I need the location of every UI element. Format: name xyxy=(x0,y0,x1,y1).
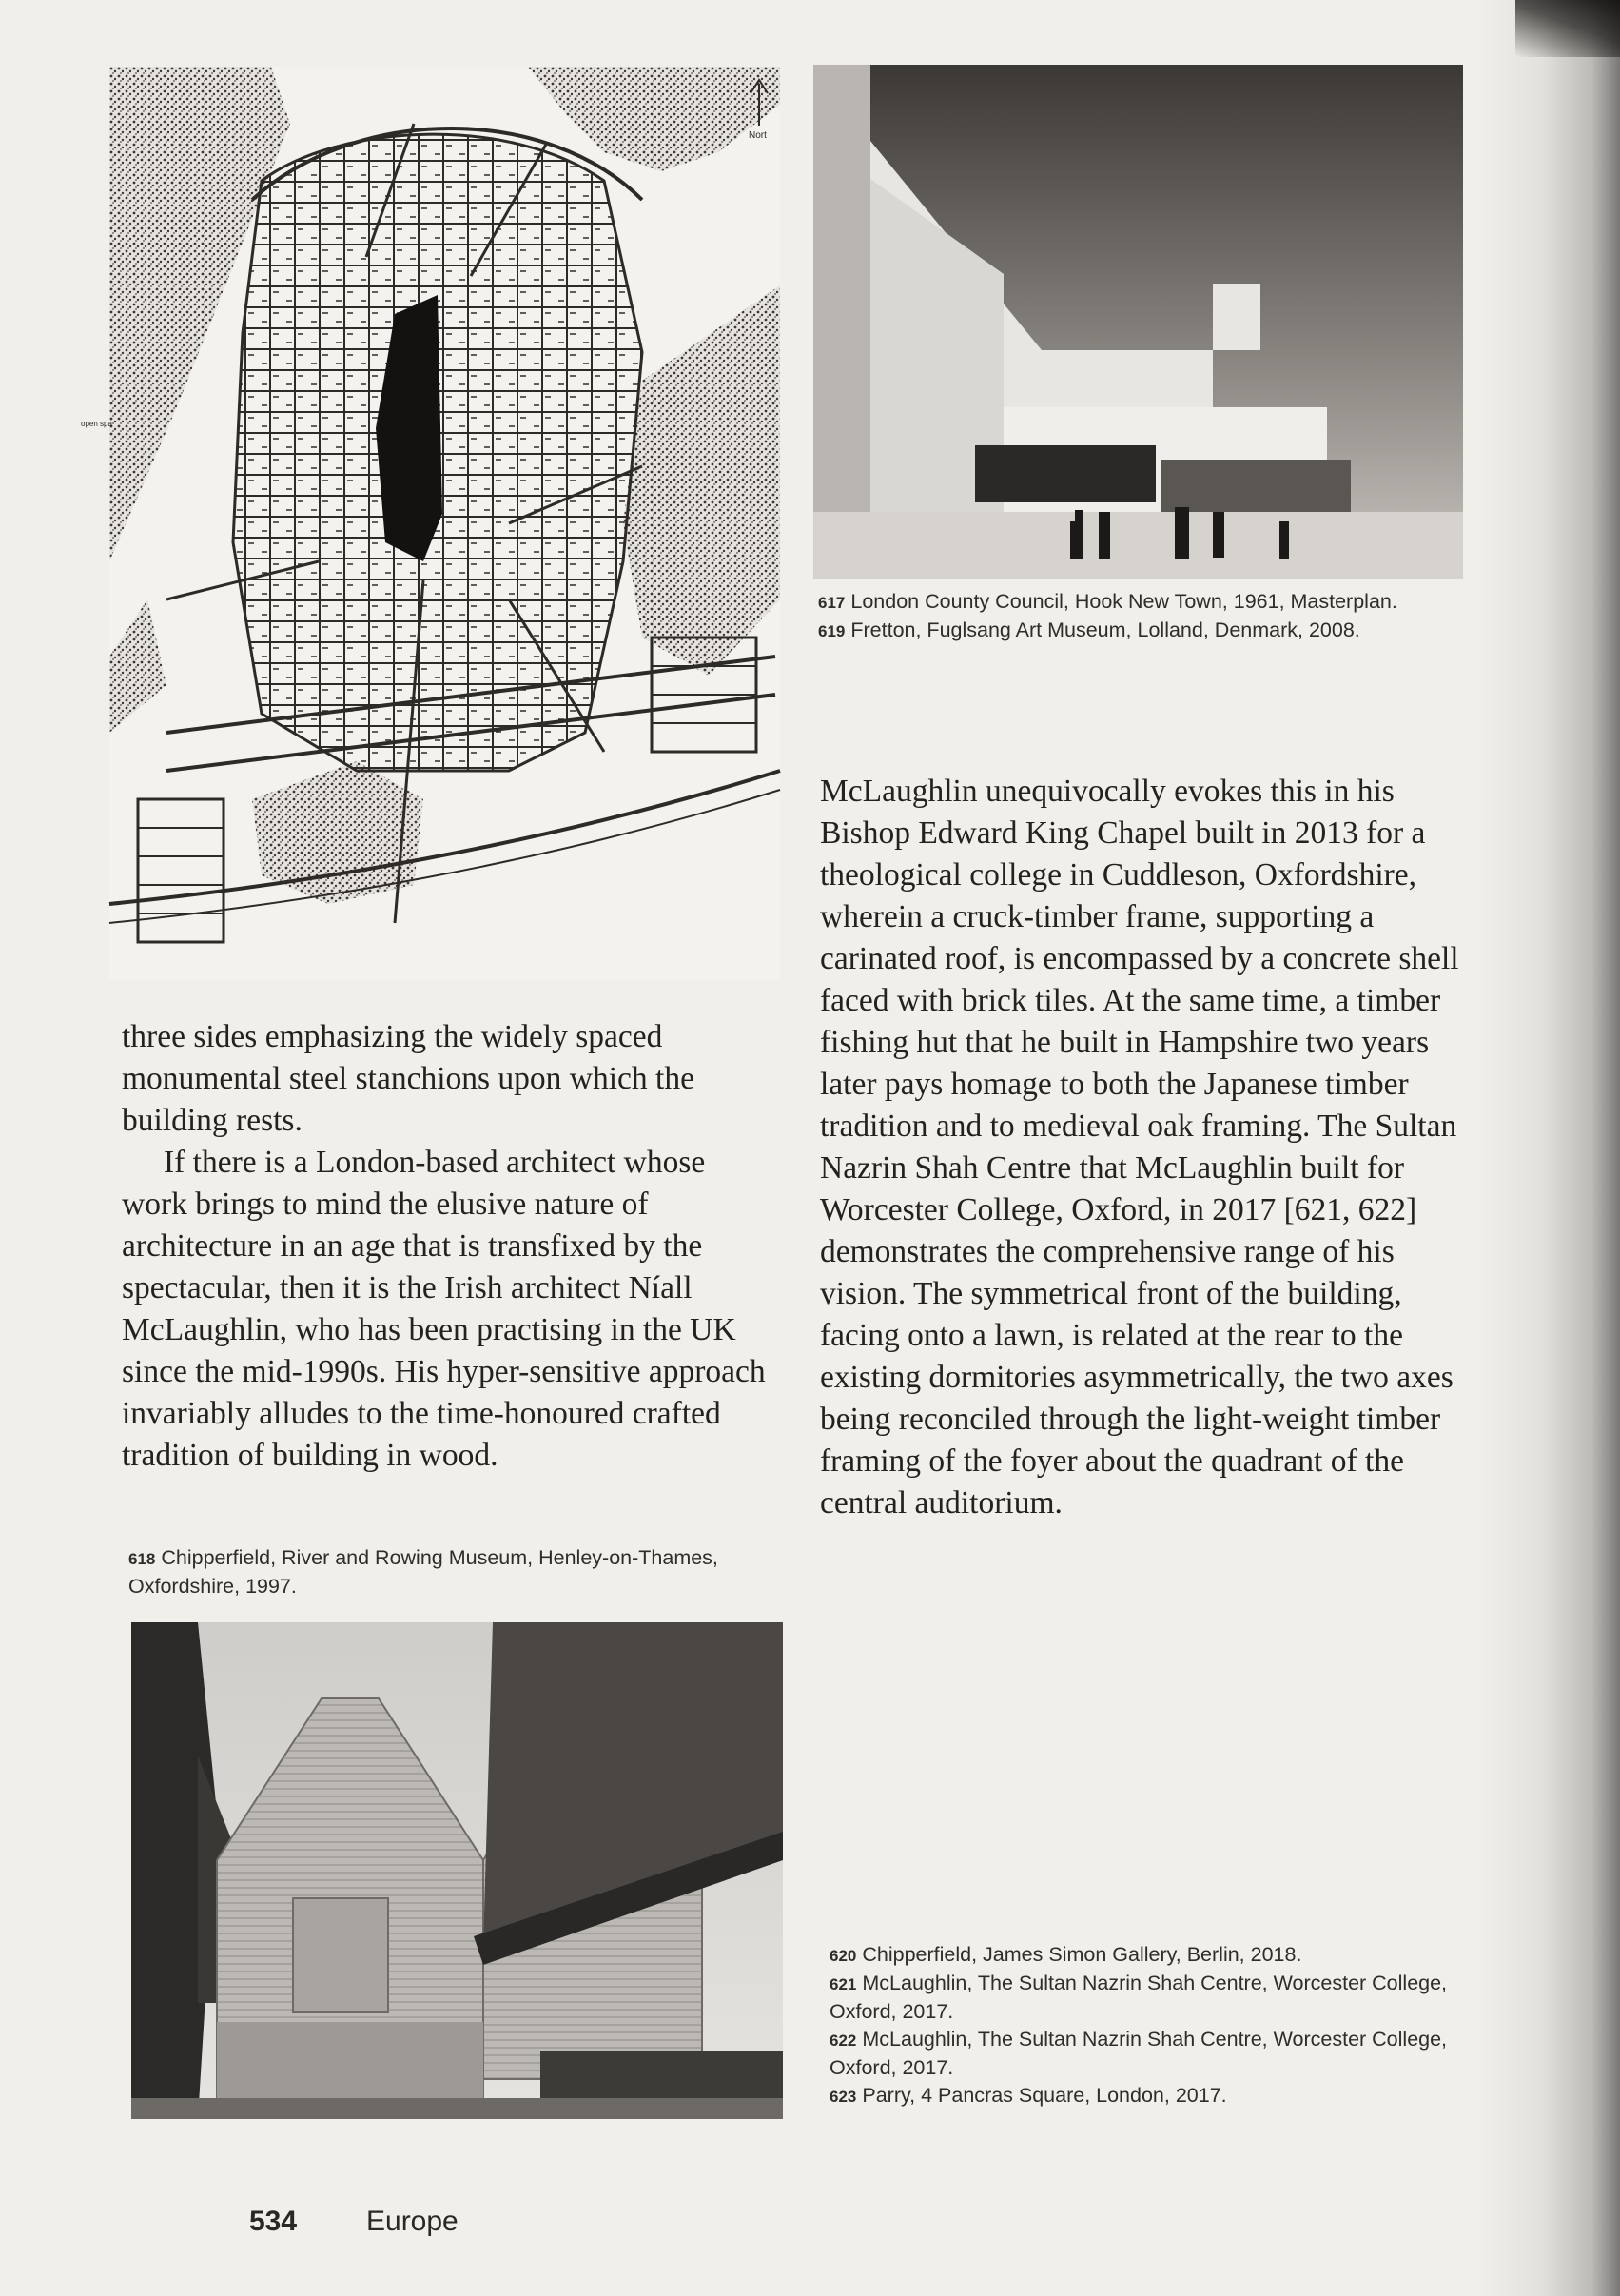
page-number: 534 xyxy=(249,2206,298,2237)
left-paragraph-2: If there is a London-based architect whose work brings to mind the elusive nature of architecture in an age that is transfixed by the spectacular, then it is the Irish architect Níall McLaughlin, who has been practising in the UK since the mid-1990s. His hyper-sensitive approach invariably alludes to the time-honoured crafted tradition of building in wood. xyxy=(122,1145,766,1473)
caption-text: London County Council, Hook New Town, 1961, Masterplan. xyxy=(850,590,1397,613)
caption-number: 622 xyxy=(830,2031,857,2050)
right-paragraph: McLaughlin unequivocally evokes this in his Bishop Edward King Chapel built in 2013 for a theological college in Cuddleson, Oxfordshire, wherein a cruck-timber frame, supporting a carinated roof, is encompassed by a concrete shell faced with brick tiles. At the same time, a timber fishing hut that he built in Hampshire two years later pays homage to both the Japanese timber tradition and to medieval oak framing. The Sultan Nazrin Shah Centre that McLaughlin built for Worcester College, Oxford, in 2017 [621, 622] demonstrates the comprehensive range of his vision. The symmetrical front of the building, facing onto a lawn, is related at the rear to the existing dormitories asymmetrically, the two axes being reconciled through the light-weight timber framing of the foyer about the quadrant of the central auditorium. xyxy=(820,774,1459,1521)
caption-text: McLaughlin, The Sultan Nazrin Shah Centre, Worcester College, Oxford, 2017. xyxy=(830,1972,1448,2023)
caption-number: 619 xyxy=(818,622,846,640)
open-space-label: open spa xyxy=(81,420,112,428)
caption-number: 620 xyxy=(830,1947,857,1965)
caption-number: 617 xyxy=(818,594,846,612)
gallery-photo-drawing xyxy=(131,1622,783,2119)
museum-photo-drawing xyxy=(813,65,1463,579)
caption-item xyxy=(830,2082,1457,2110)
caption-item xyxy=(830,2026,1457,2082)
caption-number: 618 xyxy=(128,1550,156,1568)
section-title: Europe xyxy=(366,2206,459,2237)
caption-item xyxy=(830,1970,1457,2026)
caption-number: 623 xyxy=(830,2088,857,2106)
north-label: Nort xyxy=(749,130,767,141)
caption-text: Fretton, Fuglsang Art Museum, Lolland, Denmark, 2008. xyxy=(850,618,1360,641)
page-corner-shadow xyxy=(1515,0,1620,57)
caption-item xyxy=(818,617,1446,645)
caption-item xyxy=(830,1941,1457,1970)
page-curl-shadow xyxy=(1477,0,1620,2296)
caption-number: 621 xyxy=(830,1975,857,1993)
caption-text: Chipperfield, James Simon Gallery, Berlin, 2018. xyxy=(862,1943,1302,1966)
right-column-text xyxy=(820,771,1486,1524)
caption-text: Parry, 4 Pancras Square, London, 2017. xyxy=(862,2084,1227,2107)
caption-item xyxy=(128,1544,775,1600)
caption-text: McLaughlin, The Sultan Nazrin Shah Centre, Worcester College, Oxford, 2017. xyxy=(830,2028,1448,2079)
caption-figure-618 xyxy=(128,1544,775,1600)
left-column-text xyxy=(122,1016,771,1477)
caption-item xyxy=(818,588,1446,617)
caption-text: Chipperfield, River and Rowing Museum, Henley-on-Thames, Oxfordshire, 1997. xyxy=(128,1546,718,1598)
james-simon-gallery-photo xyxy=(131,1622,783,2119)
caption-figures-620-623 xyxy=(830,1941,1457,2110)
caption-figures-617-619 xyxy=(818,588,1446,645)
masterplan-map-figure xyxy=(81,67,780,980)
left-paragraph-1: three sides emphasizing the widely spaced monumental steel stanchions upon which the building rests. xyxy=(122,1019,694,1138)
fuglsang-museum-photo xyxy=(813,65,1463,579)
masterplan-map-drawing xyxy=(81,67,780,980)
